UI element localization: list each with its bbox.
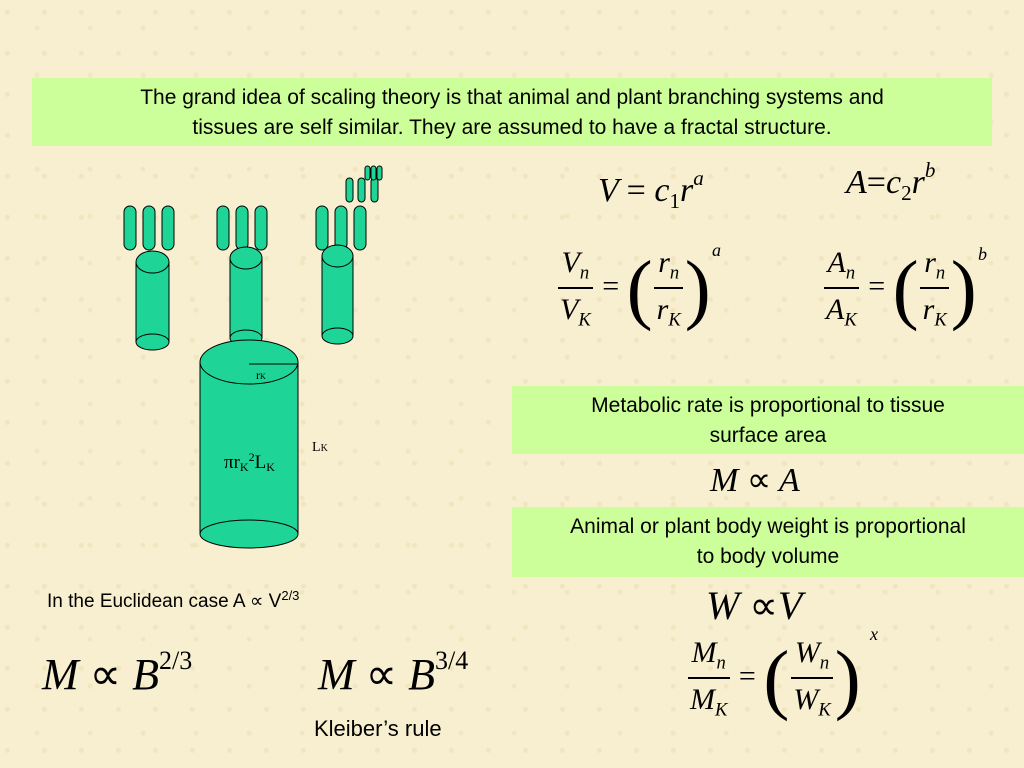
mass-ratio-equation: $\frac{M_n}{M_K}$ = ( $\frac{W_n}{W_K}$ ) <box>686 636 861 721</box>
weight-line-2: to body volume <box>696 545 840 568</box>
volume-label: πrK$^2$LK <box>224 450 275 474</box>
area-equation: $A=c_2r^b$ <box>846 158 936 206</box>
twig-group-3 <box>316 166 382 250</box>
metabolic-line-1: Metabolic rate is proportional to tissue <box>591 394 945 417</box>
intro-line-2: tissues are self similar. They are assumed to have a fractal structure. <box>192 116 832 139</box>
mass-ratio-exponent: x <box>870 624 878 644</box>
metabolic-proportion: M ∝ A <box>710 462 800 499</box>
kleiber-scaling-law: $M \propto B^{3/4}$ <box>318 646 469 699</box>
kleiber-rule-label: Kleiber’s rule <box>314 716 442 741</box>
euclidean-case-text: In the Euclidean case $A \propto V^{2/3}$ <box>47 588 300 612</box>
euclidean-scaling-law: $M \propto B^{2/3}$ <box>42 646 193 699</box>
metabolic-line-2: surface area <box>709 424 827 447</box>
volume-equation: $V = c_1r^a$ <box>598 166 704 214</box>
branch-cylinder-1 <box>136 251 169 350</box>
radius-label: rK <box>256 368 266 382</box>
branching-figure <box>0 0 400 560</box>
volume-ratio-equation: $\frac{V_n}{V_K}$ = ( $\frac{r_n}{r_K}$ ) <box>556 246 711 331</box>
branch-cylinder-2 <box>230 247 262 346</box>
area-ratio-equation: $\frac{A_n}{A_K}$ = ( $\frac{r_n}{r_K}$ ) <box>822 246 977 331</box>
weight-proportion: W ∝V <box>706 583 803 628</box>
length-label: LK <box>312 440 328 455</box>
branch-cylinder-3 <box>322 245 353 344</box>
volume-ratio-exponent: a <box>712 240 721 260</box>
trunk-cylinder <box>200 340 298 548</box>
weight-line-1: Animal or plant body weight is proportional <box>570 515 966 538</box>
intro-line-1: The grand idea of scaling theory is that animal and plant branching systems and <box>140 86 884 109</box>
metabolic-rate-box <box>512 386 1024 454</box>
twig-group-2 <box>217 206 267 250</box>
twig-group-1 <box>124 206 174 250</box>
body-weight-box <box>512 507 1024 577</box>
area-ratio-exponent: b <box>978 244 987 264</box>
